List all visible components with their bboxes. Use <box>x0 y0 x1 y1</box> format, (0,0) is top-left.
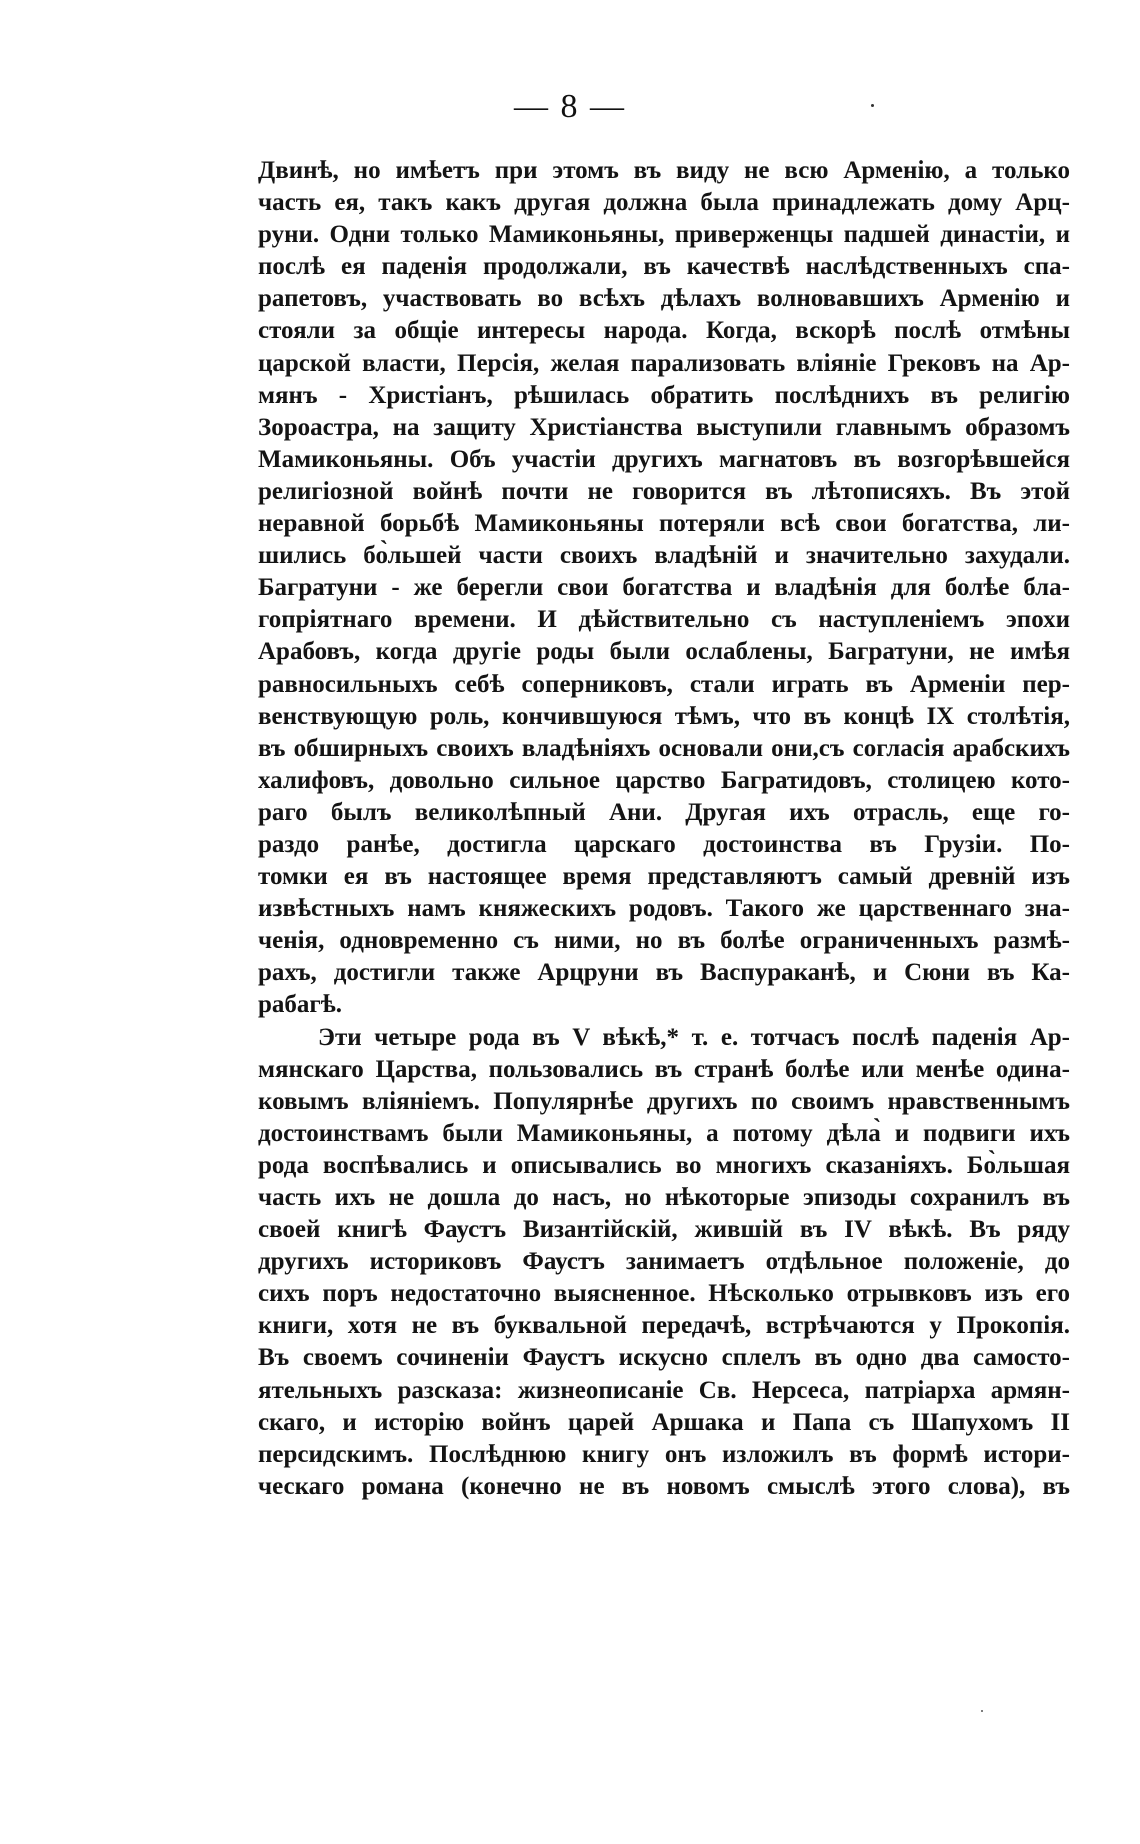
text-line: достоинствамъ были Мамиконьяны, а потому дѣла̀ и подвиги ихъ <box>258 1119 1070 1147</box>
text-line: часть ея, такъ какъ другая должна была принадлежать дому Арц- <box>258 189 1070 217</box>
text-line: царской власти, Персія, желая парализовать вліяніе Грековъ на Ар- <box>258 349 1070 377</box>
text-line: раго былъ великолѣпный Ани. Другая ихъ отрасль, еще го- <box>258 798 1070 826</box>
text-line: другихъ историковъ Фаустъ занимаетъ отдѣльное положеніе, до <box>258 1248 1070 1276</box>
text-line: книги, хотя не въ буквальной передачѣ, встрѣчаются у Прокопія. <box>258 1312 1070 1340</box>
text-line: шились бо̀льшей части своихъ владѣній и значительно захудали. <box>258 542 1070 570</box>
text-line: Мамиконьяны. Объ участіи другихъ магнатовъ въ возгорѣвшейся <box>258 445 1070 473</box>
text-line: Въ своемъ сочиненіи Фаустъ искусно сплелъ въ одно два самосто- <box>258 1344 1070 1372</box>
text-line: рабагѣ. <box>258 991 343 1019</box>
text-line: раздо ранѣе, достигла царскаго достоинства въ Грузіи. По- <box>258 830 1070 858</box>
text-line: рода воспѣвались и описывались во многихъ сказаніяхъ. Бо̀льшая <box>258 1151 1070 1179</box>
text-line: равносильныхъ себѣ соперниковъ, стали играть въ Арменіи пер- <box>258 670 1070 698</box>
text-line: ченія, одновременно съ ними, но въ болѣе ограниченныхъ размѣ- <box>258 927 1070 955</box>
text-line: скаго, и исторію войнъ царей Аршака и Папа съ Шапухомъ II <box>258 1408 1070 1436</box>
text-line: персидскимъ. Послѣднюю книгу онъ изложилъ въ формѣ истори- <box>258 1440 1070 1468</box>
text-line: Зороастра, на защиту Христіанства выступили главнымъ образомъ <box>258 413 1070 441</box>
text-line: ческаго романа (конечно не въ новомъ смыслѣ этого слова), въ <box>258 1472 1070 1500</box>
text-line: своей книгѣ Фаустъ Византійскій, жившій въ IV вѣкѣ. Въ ряду <box>258 1216 1070 1244</box>
text-line: руни. Одни только Мамиконьяны, приверженцы падшей династіи, и <box>258 221 1070 249</box>
text-line: рапетовъ, участвовать во всѣхъ дѣлахъ волновавшихъ Арменію и <box>258 285 1070 313</box>
text-line: Арабовъ, когда другіе роды были ослаблены, Багратуни, не имѣя <box>258 638 1070 666</box>
text-line: гопріятнаго времени. И дѣйствительно съ наступленіемъ эпохи <box>258 606 1070 634</box>
body-text <box>258 155 1070 1503</box>
text-line: въ обширныхъ своихъ владѣніяхъ основали они,съ согласія арабскихъ <box>258 734 1070 762</box>
text-line: извѣстныхъ намъ княжескихъ родовъ. Такого же царственнаго зна- <box>258 895 1070 923</box>
text-line: мянскаго Царства, пользовались въ странѣ болѣе или менѣе одина- <box>258 1055 1070 1083</box>
text-line: мянъ - Христіанъ, рѣшилась обратить послѣднихъ въ религію <box>258 381 1070 409</box>
text-line: венствующую роль, кончившуюся тѣмъ, что въ концѣ IX столѣтія, <box>258 702 1070 730</box>
paragraph-2 <box>258 1022 1070 1503</box>
text-line: сихъ поръ недостаточно выясненное. Нѣсколько отрывковъ изъ его <box>258 1280 1070 1308</box>
text-line: Багратуни - же берегли свои богатства и владѣнія для болѣе бла- <box>258 574 1070 602</box>
text-line: послѣ ея паденія продолжали, въ качествѣ наслѣдственныхъ спа- <box>258 253 1070 281</box>
paragraph-1 <box>258 155 1070 1022</box>
text-line: халифовъ, довольно сильное царство Багратидовъ, столицею кото- <box>258 766 1070 794</box>
text-line: ятельныхъ разсказа: жизнеописаніе Св. Нерсеса, патріарха армян- <box>258 1376 1070 1404</box>
text-line: Двинѣ, но имѣетъ при этомъ въ виду не всю Арменію, а только <box>258 157 1070 184</box>
ink-speck <box>981 1710 983 1712</box>
text-line: религіозной войнѣ почти не говорится въ лѣтописяхъ. Въ этой <box>258 477 1070 505</box>
text-line: часть ихъ не дошла до насъ, но нѣкоторые эпизоды сохранилъ въ <box>258 1184 1070 1211</box>
text-line: ковымъ вліяніемъ. Популярнѣе другихъ по своимъ нравственнымъ <box>258 1087 1070 1115</box>
text-line: Эти четыре рода въ V вѣкѣ,* т. е. тотчасъ послѣ паденія Ар- <box>318 1023 1070 1051</box>
text-line: неравной борьбѣ Мамиконьяны потеряли всѣ свои богатства, ли- <box>258 510 1070 538</box>
text-line: рахъ, достигли также Арцруни въ Васпураканѣ, и Сюни въ Ка- <box>258 959 1070 987</box>
text-line: томки ея въ настоящее время представляютъ самый древній изъ <box>258 863 1070 891</box>
page-number: — 8 — <box>514 88 626 125</box>
text-line: стояли за общіе интересы народа. Когда, вскорѣ послѣ отмѣны <box>258 317 1070 345</box>
